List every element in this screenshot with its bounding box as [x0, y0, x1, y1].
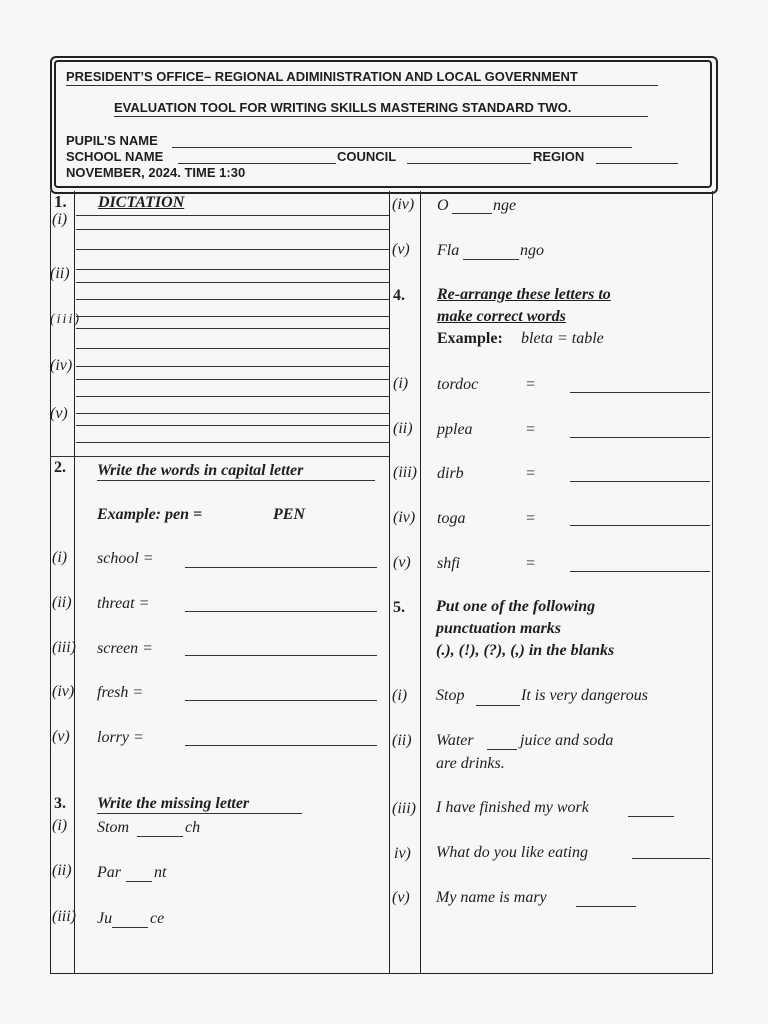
q3-title: Write the missing letter [97, 795, 250, 812]
worksheet-frame [50, 191, 713, 974]
q5-item-number: (iii) [392, 800, 416, 817]
q4-scrambled-word: pplea [437, 421, 473, 438]
q1-item-number: (v) [50, 405, 68, 422]
q5-item-number: iv) [394, 845, 411, 862]
q5-blank[interactable] [632, 858, 710, 859]
q2-word: fresh = [97, 684, 144, 701]
council-field[interactable] [407, 163, 531, 164]
center-divider-left [389, 191, 390, 974]
q5-title-line1: Put one of the following [436, 598, 596, 615]
q5-sentence-end: juice and soda [520, 732, 614, 749]
q4-answer-line[interactable] [570, 571, 710, 572]
q5-sentence-continued: are drinks. [436, 755, 505, 772]
q2-title: Write the words in capital letter [97, 462, 304, 479]
q4-scrambled-word: tordoc [437, 376, 479, 393]
q5-sentence-end: It is very dangerous [521, 687, 648, 704]
q2-word: lorry = [97, 729, 144, 746]
q4-answer-line[interactable] [570, 525, 710, 526]
q3-item-number: (ii) [52, 862, 72, 879]
q5-item-number: (i) [392, 687, 408, 704]
dictation-line[interactable] [76, 249, 389, 250]
dictation-line[interactable] [76, 215, 389, 216]
q4-scrambled-word: shfi [437, 555, 461, 572]
q2-word: screen = [97, 640, 153, 657]
region-field[interactable] [596, 163, 678, 164]
q5-sentence-start: I have finished my work [436, 799, 589, 816]
q1-item-number: (i) [52, 211, 68, 228]
q3-item-number: (v) [392, 241, 410, 258]
q4-title-line2: make correct words [437, 308, 566, 325]
section-divider [50, 456, 389, 457]
dictation-line[interactable] [76, 425, 389, 426]
q3-item-number: (iii) [52, 908, 76, 925]
q3-word-end: nt [154, 864, 167, 881]
q4-equals: = [525, 510, 536, 527]
q4-example-text: bleta = table [521, 330, 604, 347]
q3-word-end: ce [150, 910, 165, 927]
q3-word-start: Fla [437, 242, 460, 259]
q5-blank[interactable] [487, 749, 517, 750]
q1-item-number: (iv) [50, 357, 73, 374]
q5-blank[interactable] [576, 906, 636, 907]
header-subtitle-underline [114, 116, 648, 117]
q4-title-line1: Re-arrange these letters to [437, 286, 611, 303]
q3-blank[interactable] [463, 259, 519, 260]
q5-item-number: (v) [392, 889, 410, 906]
q2-item-number: (iv) [52, 683, 75, 700]
q3-blank[interactable] [452, 213, 492, 214]
q3-blank[interactable] [112, 927, 148, 928]
q4-number: 4. [393, 287, 405, 304]
q1-title: DICTATION [98, 194, 185, 211]
q4-equals: = [525, 376, 536, 393]
q3-number: 3. [54, 795, 66, 812]
q4-item-number: (i) [393, 375, 409, 392]
q2-word: threat = [97, 595, 150, 612]
q5-title-line3: (.), (!), (?), (,) in the blanks [436, 642, 615, 659]
q3-word-end: ch [185, 819, 201, 836]
q1-item-number: (ii) [50, 265, 70, 282]
q4-answer-line[interactable] [570, 481, 710, 482]
q1-number: 1. [54, 192, 67, 211]
q3-word-end: ngo [520, 242, 544, 259]
exam-date-time: NOVEMBER, 2024. TIME 1:30 [66, 165, 246, 180]
header-title-underline [66, 85, 658, 86]
q5-number: 5. [393, 599, 405, 616]
dictation-line[interactable] [76, 269, 389, 270]
q5-blank[interactable] [628, 816, 674, 817]
q3-word-start: O [437, 197, 449, 214]
pupil-name-field[interactable] [172, 147, 632, 148]
q2-number: 2. [54, 459, 66, 476]
q4-equals: = [525, 421, 536, 438]
q3-word-start: Stom [97, 819, 129, 836]
q2-item-number: (iii) [52, 639, 76, 656]
school-name-label: SCHOOL NAME [66, 149, 164, 164]
header-subtitle: EVALUATION TOOL FOR WRITING SKILLS MASTERING STANDARD TWO. [114, 100, 572, 115]
dictation-line[interactable] [76, 282, 389, 283]
dictation-line[interactable] [76, 396, 389, 397]
dictation-line[interactable] [76, 379, 389, 380]
q2-title-underline [97, 480, 375, 481]
dictation-line[interactable] [76, 413, 389, 414]
q3-blank[interactable] [137, 836, 183, 837]
q3-word-start: Ju [97, 910, 113, 927]
q5-sentence-start: My name is mary [436, 889, 547, 906]
q4-item-number: (v) [393, 554, 411, 571]
council-label: COUNCIL [337, 149, 397, 164]
left-column-divider [74, 191, 75, 974]
q3-item-number: (iv) [392, 196, 415, 213]
q4-example-label: Example: [437, 330, 503, 347]
q4-answer-line[interactable] [570, 392, 710, 393]
dictation-line[interactable] [76, 366, 389, 367]
q5-title-line2: punctuation marks [436, 620, 561, 637]
q4-item-number: (iii) [393, 464, 417, 481]
q1-item-number: (iii) [50, 312, 81, 327]
q5-blank[interactable] [476, 705, 520, 706]
q3-word-start: Par [97, 864, 121, 881]
q3-item-number: (i) [52, 817, 68, 834]
q5-sentence-start: What do you like eating [436, 844, 588, 861]
q5-item-number: (ii) [392, 732, 412, 749]
q5-sentence-start: Stop [436, 687, 465, 704]
q4-equals: = [525, 465, 536, 482]
q2-example-answer: PEN [273, 506, 305, 523]
q3-word-end: nge [493, 197, 517, 214]
q4-scrambled-word: dirb [437, 465, 464, 482]
dictation-line[interactable] [76, 328, 389, 329]
q4-equals: = [525, 555, 536, 572]
q2-answer-line[interactable] [185, 655, 377, 656]
center-divider-right [420, 191, 421, 974]
dictation-line[interactable] [76, 348, 389, 349]
q2-answer-line[interactable] [185, 700, 377, 701]
q4-item-number: (ii) [393, 420, 413, 437]
q2-item-number: (ii) [52, 594, 72, 611]
q2-answer-line[interactable] [185, 567, 377, 568]
dictation-line[interactable] [76, 299, 389, 300]
region-label: REGION [533, 149, 585, 164]
q3-blank[interactable] [126, 881, 152, 882]
q2-answer-line[interactable] [185, 745, 377, 746]
q5-sentence-start: Water [436, 732, 474, 749]
q4-scrambled-word: toga [437, 510, 466, 527]
q2-item-number: (v) [52, 728, 70, 745]
dictation-line[interactable] [76, 442, 389, 443]
header-title: PRESIDENT’S OFFICE– REGIONAL ADIMINISTRATION AND LOCAL GOVERNMENT [66, 69, 578, 84]
dictation-line[interactable] [76, 316, 389, 317]
q2-word: school = [97, 550, 154, 567]
q2-answer-line[interactable] [185, 611, 377, 612]
q2-example-label: Example: pen = [97, 506, 203, 523]
q2-item-number: (i) [52, 549, 68, 566]
q4-answer-line[interactable] [570, 437, 710, 438]
school-name-field[interactable] [178, 163, 336, 164]
q4-item-number: (iv) [393, 509, 416, 526]
q3-title-underline [97, 813, 302, 814]
dictation-line[interactable] [76, 229, 389, 230]
pupil-name-label: PUPIL’S NAME [66, 133, 158, 148]
